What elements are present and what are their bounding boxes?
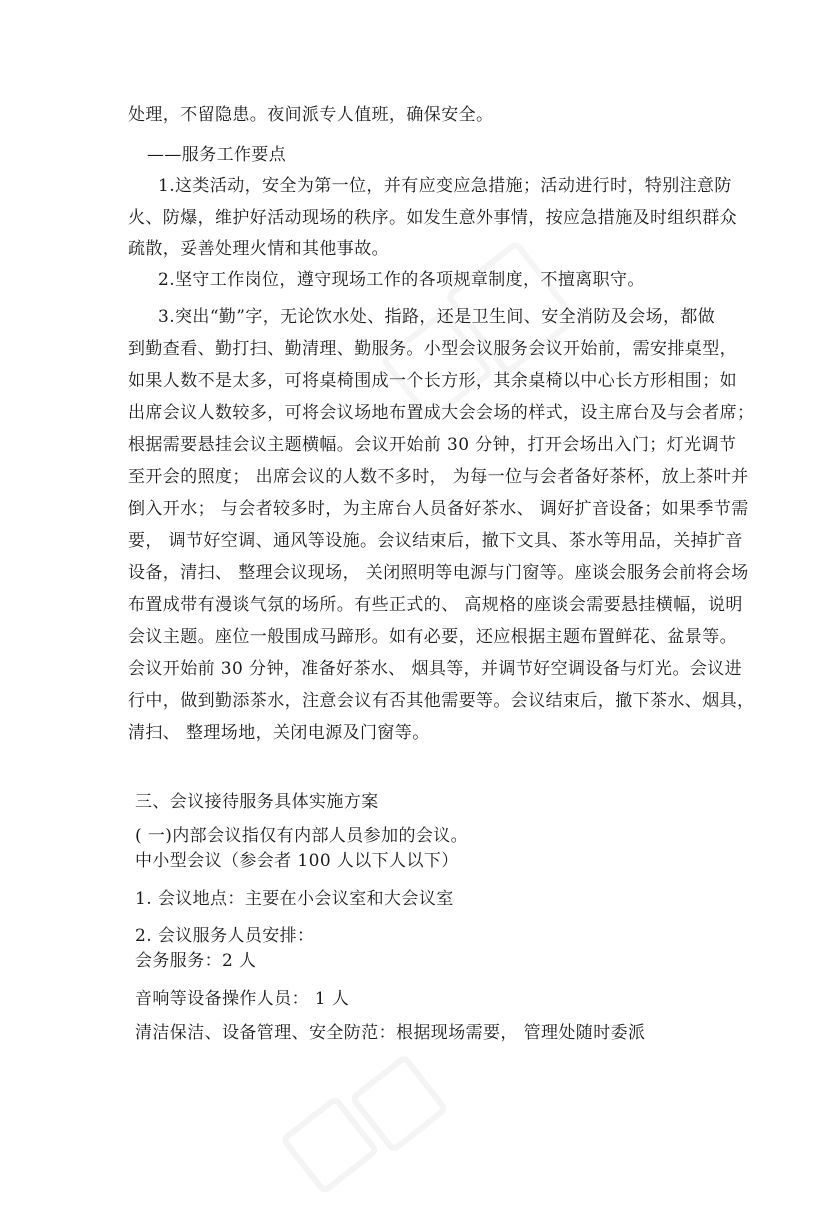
paragraph-line: 2.坚守工作岗位，遵守现场工作的各项规章制度，不擅离职守。 xyxy=(158,270,645,290)
paragraph-line: 3.突出“勤”字，无论饮水处、指路，还是卫生间、安全消防及会场，都做 xyxy=(158,307,716,327)
section-heading: 三、会议接待服务具体实施方案 xyxy=(135,792,379,812)
paragraph-line: 设备，清扫、 整理会议现场， 关闭照明等电源与门窗等。座谈会服务会前将会场 xyxy=(128,563,749,583)
paragraph-line: 会务服务：2 人 xyxy=(135,951,257,971)
list-item: 2. 会议服务人员安排： xyxy=(135,926,315,946)
paragraph-line: 布置成带有漫谈气氛的场所。有些正式的、 高规格的座谈会需要悬挂横幅，说明 xyxy=(128,595,743,615)
watermark-stamp xyxy=(279,1040,460,1209)
paragraph-line: 要， 调节好空调、通风等设施。会议结束后，撤下文具、茶水等用品，关掉扩音 xyxy=(128,531,743,551)
paragraph-line: 清扫、 整理场地，关闭电源及门窗等。 xyxy=(128,723,430,743)
paragraph-line: 音响等设备操作人员： 1 人 xyxy=(135,989,350,1009)
paragraph-line: 处理，不留隐患。夜间派专人值班，确保安全。 xyxy=(128,105,494,125)
paragraph-line: 至开会的照度； 出席会议的人数不多时， 为每一位与会者备好茶杯，放上茶叶并 xyxy=(128,467,749,487)
paragraph-line: 会议主题。座位一般围成马蹄形。如有必要，还应根据主题布置鲜花、盆景等。 xyxy=(128,627,737,647)
list-item: 1. 会议地点：主要在小会议室和大会议室 xyxy=(135,889,454,909)
paragraph-line: 火、防爆，维护好活动现场的秩序。如发生意外事情，按应急措施及时组织群众 xyxy=(128,208,737,228)
paragraph-line: 疏散，妥善处理火情和其他事故。 xyxy=(128,239,389,259)
paragraph-line: 会议开始前 30 分钟，准备好茶水、 烟具等，并调节好空调设备与灯光。会议进 xyxy=(128,659,743,679)
paragraph-line: 行中，做到勤添茶水，注意会议有否其他需要等。会议结束后，撤下茶水、烟具， xyxy=(128,691,755,711)
subsection-heading: ( 一)内部会议指仅有内部人员参加的会议。 xyxy=(135,826,469,846)
section-heading: ——服务工作要点 xyxy=(147,145,287,165)
paragraph-line: 1.这类活动，安全为第一位，并有应变应急措施；活动进行时，特别注意防 xyxy=(158,176,732,196)
paragraph-line: 如果人数不是太多，可将桌椅围成一个长方形，其余桌椅以中心长方形相围；如 xyxy=(128,371,737,391)
paragraph-line: 中小型会议（参会者 100 人以下人以下） xyxy=(135,851,459,871)
paragraph-line: 清洁保洁、设备管理、安全防范：根据现场需要， 管理处随时委派 xyxy=(135,1023,646,1043)
paragraph-line: 倒入开水； 与会者较多时，为主席台人员备好茶水、 调好扩音设备；如果季节需 xyxy=(128,499,749,519)
paragraph-line: 到勤查看、勤打扫、勤清理、勤服务。小型会议服务会议开始前，需安排桌型， xyxy=(128,339,737,359)
paragraph-line: 根据需要悬挂会议主题横幅。会议开始前 30 分钟，打开会场出入门；灯光调节 xyxy=(128,435,737,455)
paragraph-line: 出席会议人数较多，可将会议场地布置成大会会场的样式，设主席台及与会者席； xyxy=(128,403,755,423)
